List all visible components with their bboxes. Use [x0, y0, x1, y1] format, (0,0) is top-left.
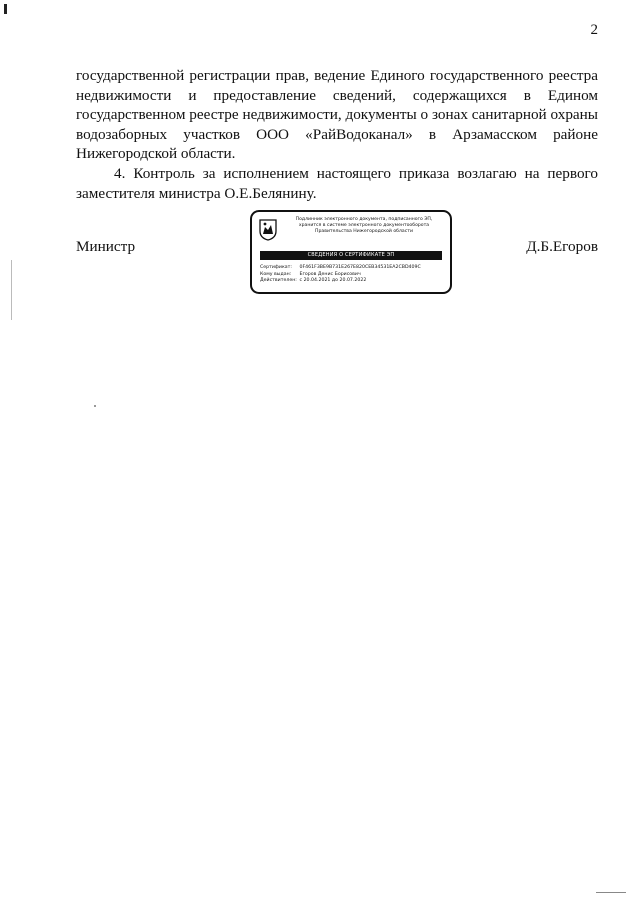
text-line: водозаборных участков ООО «РайВодоканал» в Арзамасском районе — [76, 125, 598, 143]
certificate-row — [260, 265, 446, 272]
signatory-name: Д.Б.Егоров — [526, 238, 598, 255]
issued-to-label: Кому выдан: — [260, 271, 292, 277]
paragraph-regulation-text — [76, 66, 598, 164]
document-body — [76, 66, 598, 203]
stamp-details — [260, 265, 446, 285]
stamp-header-line: Подлинник электронного документа, подписанного ЭП, — [295, 217, 433, 222]
validity-row — [260, 278, 446, 285]
stamp-header-line: хранится в системе электронного документооборота — [298, 223, 430, 228]
validity-value: с 20.04.2021 до 20.07.2022 — [299, 278, 367, 284]
page-number: 2 — [590, 22, 598, 38]
certificate-label: Сертификат: — [260, 265, 292, 270]
scan-artifact — [94, 405, 96, 407]
scan-artifact — [11, 260, 12, 320]
stamp-header-line: Правительства Нижегородской области — [315, 229, 413, 234]
paragraph-control-clause — [76, 164, 598, 203]
stamp-header — [280, 217, 448, 235]
electronic-signature-stamp — [250, 210, 452, 294]
text-line: 4. Контроль за исполнением настоящего приказа возлагаю на первого — [114, 164, 598, 182]
text-line: государственном реестре недвижимости, документы о зонах санитарной охраны — [76, 106, 598, 124]
scan-artifact — [4, 4, 7, 14]
text-line: Нижегородской области. — [76, 145, 236, 163]
stamp-banner: СВЕДЕНИЯ О СЕРТИФИКАТЕ ЭП — [260, 251, 442, 260]
coat-of-arms-icon — [259, 219, 277, 241]
validity-label: Действителен: — [260, 278, 297, 284]
certificate-value: 0F461F3BE9B731E267E820CEB34531EA2CBD409C — [299, 265, 421, 270]
signatory-title: Министр — [76, 238, 136, 255]
scan-artifact — [596, 892, 626, 893]
text-line: государственной регистрации прав, ведение Единого государственного реестра — [76, 67, 598, 84]
text-line: заместителя министра О.Е.Белянину. — [76, 184, 317, 202]
issued-to-value: Егоров Денис Борисович — [299, 271, 361, 277]
text-line: недвижимости и предоставление сведений, содержащихся в Едином — [76, 86, 598, 104]
